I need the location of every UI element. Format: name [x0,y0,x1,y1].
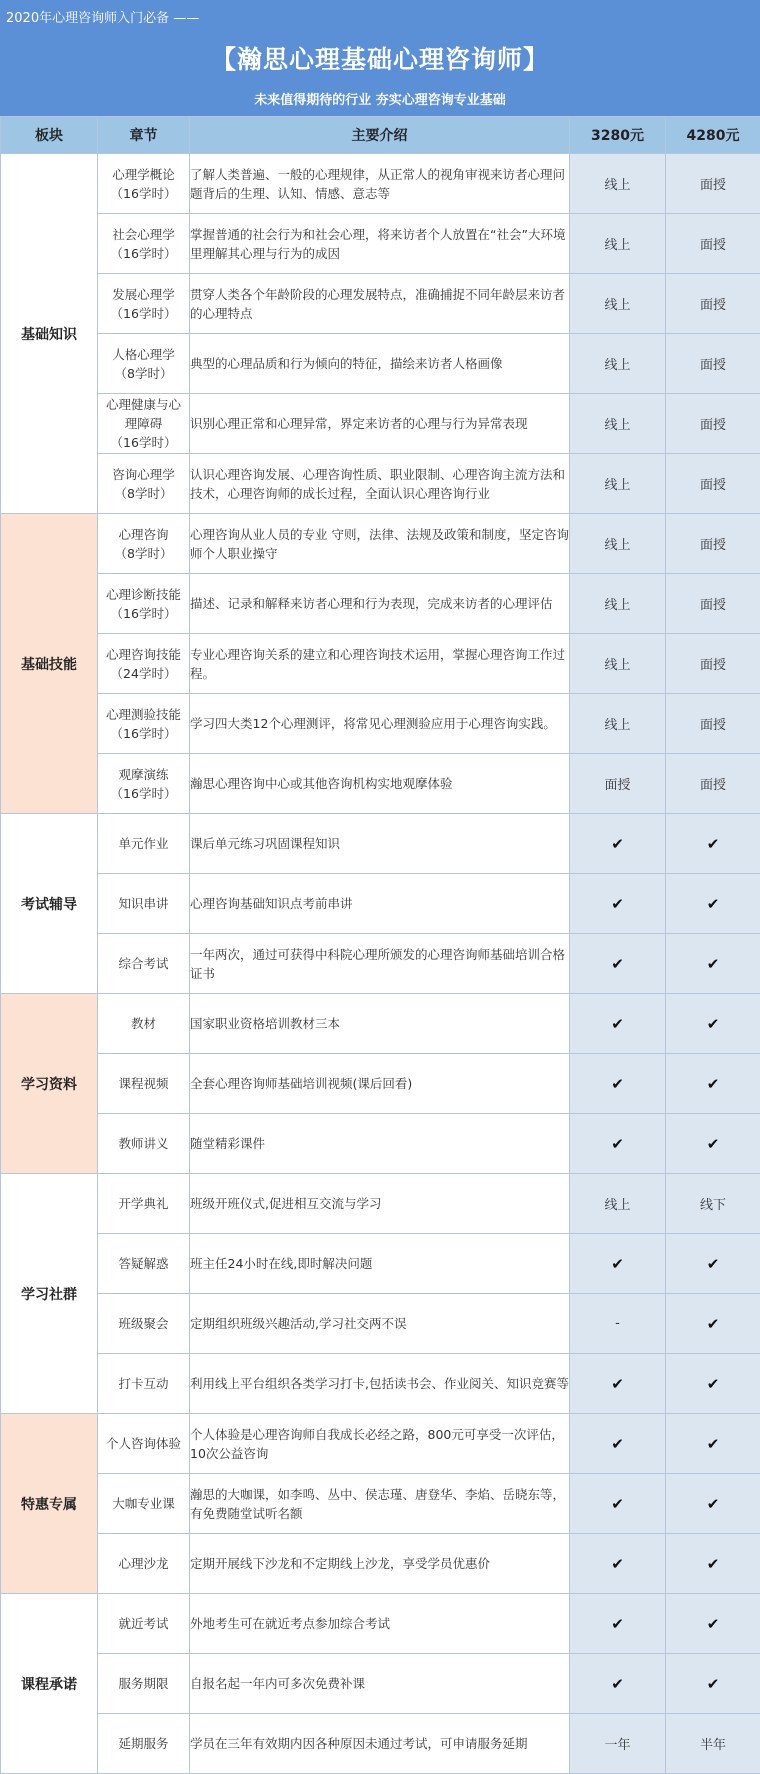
price-3280-cell: 线上 [570,514,666,574]
chapter-line: 答疑解惑 [118,1256,169,1271]
table-row [1,154,760,214]
price-4280-cell: ✔ [666,874,760,934]
table-body [1,154,760,1774]
intro-cell: 掌握普通的社会行为和社会心理，将来访者个人放置在“社会”大环境里理解其心理与行为的成因 [190,214,570,274]
table-row [1,454,760,514]
table-row [1,994,760,1054]
table-row [1,1054,760,1114]
table-row [1,1294,760,1354]
price-3280-cell: ✔ [570,1054,666,1114]
intro-cell: 学员在三年有效期内因各种原因未通过考试，可申请服务延期 [190,1714,570,1774]
section-label: 基础知识 [1,154,98,514]
chapter-cell [98,274,190,334]
price-4280-cell: ✔ [666,1294,760,1354]
chapter-line: （16学时） [110,185,177,201]
chapter-line: 心理沙龙 [118,1556,169,1571]
intro-cell: 随堂精彩课件 [190,1114,570,1174]
chapter-cell [98,1654,190,1714]
price-4280-cell: ✔ [666,814,760,874]
price-4280-cell: 面授 [666,574,760,634]
chapter-line: （16学时） [110,245,177,261]
table-row [1,634,760,694]
section-label: 学习资料 [1,994,98,1174]
chapter-line: 打卡互动 [118,1376,169,1391]
chapter-line: 就近考试 [118,1616,169,1631]
chapter-cell [98,1294,190,1354]
chapter-line: （8学时） [114,545,173,561]
chapter-line: 个人咨询体验 [105,1436,181,1451]
price-3280-cell: ✔ [570,814,666,874]
price-3280-cell: 线上 [570,394,666,454]
price-4280-cell: ✔ [666,1234,760,1294]
page-subtitle: 未来值得期待的行业 夯实心理咨询专业基础 [254,93,506,108]
intro-cell: 外地考生可在就近考点参加综合考试 [190,1594,570,1654]
price-4280-cell: 面授 [666,514,760,574]
chapter-cell [98,1594,190,1654]
price-3280-cell: ✔ [570,1474,666,1534]
price-3280-cell: 线上 [570,154,666,214]
chapter-line: 观摩演练 [118,766,169,782]
chapter-line: 综合考试 [118,956,169,971]
intro-cell: 瀚思心理咨询中心或其他咨询机构实地观摩体验 [190,754,570,814]
chapter-cell [98,214,190,274]
chapter-line: 心理健康与心 [105,397,181,412]
header-price-4280: 4280元 [666,117,760,154]
chapter-line: 咨询心理学 [112,466,175,482]
page-title: 【瀚思心理基础心理咨询师】 [210,45,549,74]
chapter-cell [98,334,190,394]
table-row [1,214,760,274]
chapter-cell [98,634,190,694]
price-4280-cell: 半年 [666,1714,760,1774]
table-row [1,1474,760,1534]
intro-cell: 专业心理咨询关系的建立和心理咨询技术运用，掌握心理咨询工作过程。 [190,634,570,694]
chapter-line: （16学时） [110,305,177,321]
chapter-line: 人格心理学 [112,346,175,362]
section-label: 基础技能 [1,514,98,814]
price-4280-cell: 面授 [666,694,760,754]
chapter-cell [98,574,190,634]
chapter-line: 教材 [130,1016,156,1031]
header-intro: 主要介绍 [190,117,570,154]
price-4280-cell: ✔ [666,1654,760,1714]
page-header [0,0,760,116]
chapter-line: （8学时） [114,365,173,381]
chapter-line: （16学时） [110,725,177,741]
header-section: 板块 [1,117,98,154]
chapter-line: 社会心理学 [112,226,175,242]
chapter-cell [98,1114,190,1174]
price-3280-cell: 线上 [570,634,666,694]
chapter-line: 班级聚会 [118,1316,169,1331]
chapter-cell [98,454,190,514]
header-price-3280: 3280元 [570,117,666,154]
table-row [1,574,760,634]
intro-cell: 瀚思的大咖课，如李鸣、丛中、侯志瑾、唐登华、李焰、岳晓东等，有免费随堂试听名额 [190,1474,570,1534]
intro-cell: 定期组织班级兴趣活动,学习社交两不误 [190,1294,570,1354]
intro-cell: 了解人类普遍、一般的心理规律，从正常人的视角审视来访者心理问题背后的生理、认知、情感、意志等 [190,154,570,214]
chapter-line: 心理学概论 [112,166,175,182]
chapter-line: 理障碍 [124,416,163,431]
price-3280-cell: 线上 [570,574,666,634]
chapter-cell [98,154,190,214]
price-4280-cell: 面授 [666,634,760,694]
chapter-cell [98,1174,190,1234]
intro-cell: 心理咨询从业人员的专业 守则，法律、法规及政策和制度，坚定咨询师个人职业操守 [190,514,570,574]
chapter-line: （24学时） [110,665,177,681]
section-label: 学习社群 [1,1174,98,1414]
chapter-line: （16学时） [110,435,177,450]
price-3280-cell: 线上 [570,1174,666,1234]
price-4280-cell: ✔ [666,1054,760,1114]
price-4280-cell: 面授 [666,754,760,814]
intro-cell: 典型的心理品质和行为倾向的特征，描绘来访者人格画像 [190,334,570,394]
table-row [1,1174,760,1234]
price-4280-cell: ✔ [666,1534,760,1594]
intro-cell: 班主任24小时在线,即时解决问题 [190,1234,570,1294]
chapter-line: 开学典礼 [118,1196,169,1211]
intro-cell: 描述、记录和解释来访者心理和行为表现，完成来访者的心理评估 [190,574,570,634]
price-3280-cell: ✔ [570,1414,666,1474]
price-3280-cell: ✔ [570,874,666,934]
table-row [1,394,760,454]
table-row [1,514,760,574]
price-4280-cell: ✔ [666,1114,760,1174]
price-4280-cell: ✔ [666,1474,760,1534]
intro-cell: 课后单元练习巩固课程知识 [190,814,570,874]
chapter-line: 心理诊断技能 [105,586,181,602]
price-4280-cell: ✔ [666,1354,760,1414]
price-3280-cell: - [570,1294,666,1354]
chapter-cell [98,694,190,754]
intro-cell: 一年两次，通过可获得中科院心理所颁发的心理咨询师基础培训合格证书 [190,934,570,994]
intro-cell: 贯穿人类各个年龄阶段的心理发展特点，准确捕捉不同年龄层来访者的心理特点 [190,274,570,334]
price-3280-cell: 线上 [570,694,666,754]
chapter-line: 延期服务 [118,1736,169,1751]
table-row [1,1714,760,1774]
price-3280-cell: ✔ [570,1354,666,1414]
chapter-cell [98,994,190,1054]
chapter-line: 心理咨询 [118,526,169,542]
table-row [1,274,760,334]
chapter-line: 单元作业 [118,836,169,851]
chapter-cell [98,934,190,994]
price-3280-cell: 线上 [570,274,666,334]
price-3280-cell: ✔ [570,1114,666,1174]
table-row [1,1114,760,1174]
price-3280-cell: 线上 [570,454,666,514]
chapter-cell [98,1474,190,1534]
intro-cell: 识别心理正常和心理异常，界定来访者的心理与行为异常表现 [190,394,570,454]
price-4280-cell: 面授 [666,274,760,334]
intro-cell: 班级开班仪式,促进相互交流与学习 [190,1174,570,1234]
section-label: 考试辅导 [1,814,98,994]
chapter-line: 心理咨询技能 [105,646,181,662]
section-label: 课程承诺 [1,1594,98,1774]
table-row [1,694,760,754]
chapter-line: 服务期限 [118,1676,169,1691]
price-3280-cell: ✔ [570,1534,666,1594]
chapter-line: 教师讲义 [118,1136,169,1151]
chapter-cell [98,1534,190,1594]
table-row [1,1234,760,1294]
table-header-row [1,117,760,154]
chapter-cell [98,1054,190,1114]
chapter-line: （16学时） [110,605,177,621]
chapter-cell [98,1714,190,1774]
table-row [1,1534,760,1594]
price-3280-cell: ✔ [570,1594,666,1654]
table-row [1,874,760,934]
price-3280-cell: ✔ [570,934,666,994]
chapter-cell [98,814,190,874]
price-4280-cell: 线下 [666,1174,760,1234]
chapter-cell [98,1414,190,1474]
intro-cell: 利用线上平台组织各类学习打卡,包括读书会、作业阅关、知识竞赛等 [190,1354,570,1414]
price-4280-cell: ✔ [666,1414,760,1474]
section-label: 特惠专属 [1,1414,98,1594]
price-4280-cell: ✔ [666,1594,760,1654]
intro-cell: 心理咨询基础知识点考前串讲 [190,874,570,934]
intro-cell: 个人体验是心理咨询师自我成长必经之路，800元可享受一次评估，10次公益咨询 [190,1414,570,1474]
table-row [1,1594,760,1654]
intro-cell: 自报名起一年内可多次免费补课 [190,1654,570,1714]
table-row [1,754,760,814]
table-row [1,814,760,874]
price-3280-cell: ✔ [570,1234,666,1294]
table-row [1,934,760,994]
chapter-line: 知识串讲 [118,896,169,911]
price-3280-cell: ✔ [570,994,666,1054]
price-3280-cell: 一年 [570,1714,666,1774]
chapter-line: （16学时） [110,785,177,801]
price-3280-cell: 线上 [570,214,666,274]
chapter-cell [98,394,190,454]
intro-cell: 学习四大类12个心理测评，将常见心理测验应用于心理咨询实践。 [190,694,570,754]
price-4280-cell: 面授 [666,214,760,274]
chapter-cell [98,874,190,934]
price-3280-cell: 面授 [570,754,666,814]
price-4280-cell: ✔ [666,994,760,1054]
chapter-cell [98,514,190,574]
price-4280-cell: 面授 [666,154,760,214]
chapter-line: 发展心理学 [112,286,175,302]
table-row [1,1414,760,1474]
table-row [1,1354,760,1414]
chapter-line: （8学时） [114,485,173,501]
chapter-line: 大咖专业课 [112,1496,175,1511]
chapter-cell [98,1354,190,1414]
intro-cell: 全套心理咨询师基础培训视频(课后回看) [190,1054,570,1114]
price-4280-cell: ✔ [666,934,760,994]
chapter-cell [98,754,190,814]
price-4280-cell: 面授 [666,334,760,394]
table-row [1,1654,760,1714]
course-table [0,116,760,1774]
price-4280-cell: 面授 [666,394,760,454]
intro-cell: 定期开展线下沙龙和不定期线上沙龙，享受学员优惠价 [190,1534,570,1594]
price-4280-cell: 面授 [666,454,760,514]
price-3280-cell: ✔ [570,1654,666,1714]
header-chapter: 章节 [98,117,190,154]
top-note: 2020年心理咨询师入门必备 —— [6,11,200,26]
chapter-cell [98,1234,190,1294]
chapter-line: 心理测验技能 [105,706,181,722]
table-row [1,334,760,394]
intro-cell: 认识心理咨询发展、心理咨询性质、职业限制、心理咨询主流方法和技术，心理咨询师的成长过程，全面认识心理咨询行业 [190,454,570,514]
intro-cell: 国家职业资格培训教材三本 [190,994,570,1054]
chapter-line: 课程视频 [118,1076,169,1091]
price-3280-cell: 线上 [570,334,666,394]
